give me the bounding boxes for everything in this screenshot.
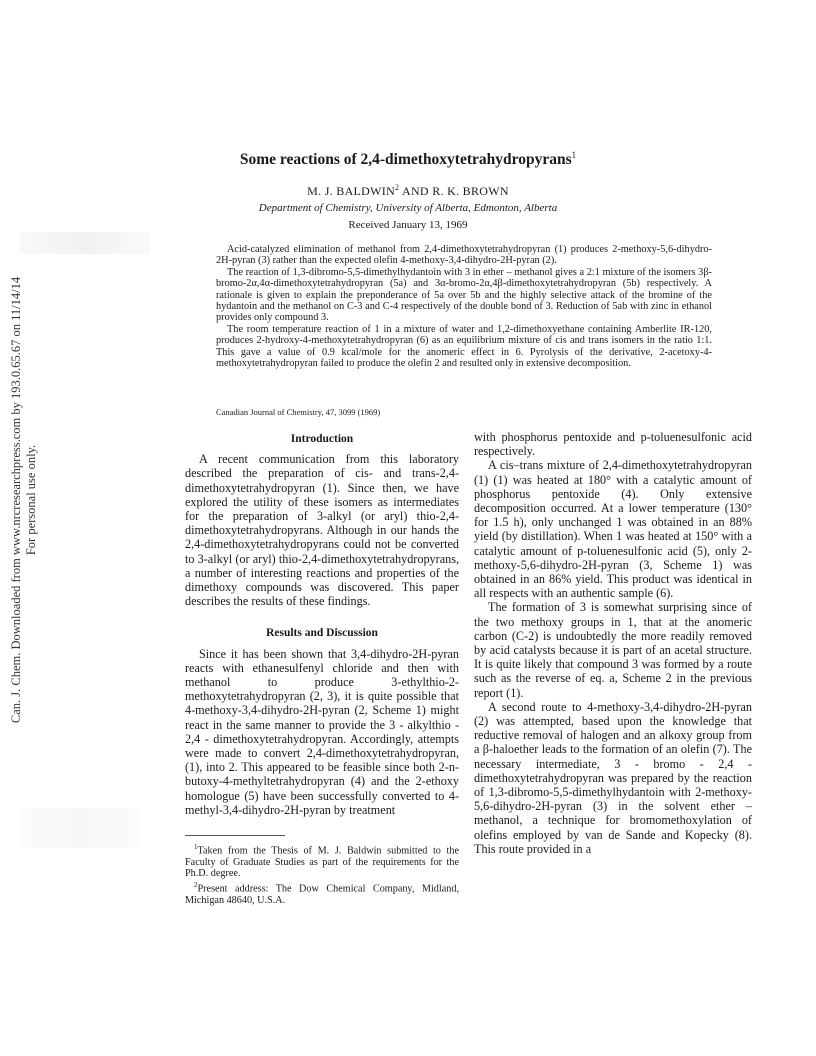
paper-title xyxy=(0,150,816,169)
footnote-2-text: Present address: The Dow Chemical Company, Midland, Michigan 48640, U.S.A. xyxy=(185,883,459,906)
abstract xyxy=(216,244,712,369)
scan-artifact xyxy=(20,808,140,848)
title-text: Some reactions of 2,4-dimethoxytetrahydropyrans xyxy=(239,151,572,169)
body-paragraph: The formation of 3 is somewhat surprising since of the two methoxy groups in 1, that at the anomeric carbon (C-2) is undoubtedly the more readily removed by acid catalysts because it is part of an acetal structure. It is quite likely that compound 3 was formed by a route such as the reverse of eq. a, Scheme 2 in the previous report (1). xyxy=(474,600,752,700)
left-column xyxy=(185,430,459,906)
watermark-line-1: Can. J. Chem. Downloaded from www.nrcresearchpress.com by 193.0.65.67 on 11/14/14 xyxy=(9,276,23,724)
abstract-paragraph: The room temperature reaction of 1 in a mixture of water and 1,2-dimethoxyethane containing Amberlite IR-120, produces 2-hydroxy-4-methoxytetrahydropyran (6) as an equilibrium mixture of cis and trans isomers in the ratio 1:1. This gave a value of 0.9 kcal/mole for the anomeric effect in 6. Pyrolysis of the derivative, 2-acetoxy-4-methoxytetrahydropyran failed to produce the olefin 2 and resulted only in extensive decomposition. xyxy=(216,323,712,370)
footnote-2 xyxy=(185,880,459,906)
abstract-paragraph: Acid-catalyzed elimination of methanol from 2,4-dimethoxytetrahydropyran (1) produces 2-methoxy-5,6-dihydro-2H-pyran (3) rather than the expected olefin 4-methoxy-3,4-dihydro-2H-pyran (2). xyxy=(216,244,712,267)
section-heading-introduction: Introduction xyxy=(290,433,354,445)
affiliation: Department of Chemistry, University of Alberta, Edmonton, Alberta xyxy=(258,202,558,214)
body-paragraph: Since it has been shown that 3,4-dihydro-2H-pyran reacts with ethanesulfenyl chloride and then with methanol to produce 3-ethylthio-2-methoxytetrahydropyran (2, 3), it is quite possible that 4-methoxy-3,4-dihydro-2H-pyran (2, Scheme 1) might react in the same manner to provide the 3 - alkylthio - 2,4 - dimethoxytetrahydropyran. Accordingly, attempts were made to convert 2,4-dimethoxytetrahydropyran, (1), into 2. This appeared to be feasible since both 2-n-butoxy-4-methyltetrahydropyran (4) and the 2-ethoxy homologue (5) have been successfully converted to 4-methyl-3,4-dihydro-2H-pyran by treatment xyxy=(185,646,459,817)
journal-citation: Canadian Journal of Chemistry, 47, 3099 (1969) xyxy=(216,407,381,417)
author-conjunction: AND xyxy=(399,184,433,198)
footnote-1-text: Taken from the Thesis of M. J. Baldwin submitted to the Faculty of Graduate Studies as part of the requirements for the Ph.D. degree. xyxy=(185,845,459,880)
body-paragraph: A recent communication from this laboratory described the preparation of cis- and trans-2,4-dimethoxytetrahydropyran (1). Since then, we have explored the utility of these isomers as intermediates for the preparation of 3-alkyl (or aryl) thio-2,4-dimethoxytetrahydropyrans. Although in our hands the 2,4-dimethoxytetrahydropyrans could not be converted to 3-alkyl (or aryl) thio-2,4-dimethoxytetrahydropyrans, a number of interesting reactions and properties of the dimethoxy compounds was discovered. This paper describes the results of these findings. xyxy=(185,452,459,609)
author-1: M. J. BALDWIN xyxy=(307,184,396,198)
body-paragraph: A second route to 4-methoxy-3,4-dihydro-2H-pyran (2) was attempted, based upon the knowledge that reductive removal of halogen and an alkoxy group from a β-haloether leads to the formation of an olefin (7). The necessary intermediate, 3 - bromo - 2,4 - dimethoxytetrahydropyran was prepared by the reaction of 1,3-dibromo-5,5-dimethylhydantoin with 2-methoxy-5,6-dihydro-2H-pyran (3) in the solvent ether – methanol, a technique for bromomethoxylation of olefins employed by van de Sande and Kopecky (8). This route provided in a xyxy=(474,699,752,856)
author-1-footnote-mark: 2 xyxy=(395,183,400,192)
received-date: Received January 13, 1969 xyxy=(348,219,468,231)
abstract-paragraph: The reaction of 1,3-dibromo-5,5-dimethylhydantoin with 3 in ether – methanol gives a 2:1 mixture of the isomers 3β-bromo-2α,4α-dimethoxytetrahydropyran (5a) and 3α-bromo-2α,4β-dimethoxytetrahydropyran (5b) respectively. A rationale is given to explain the preponderance of 5a over 5b and the highly selective attack of the bromine of the hydantoin and the methanol on C-3 and C-4 respectively of the double bond of 3. Reduction of 5ab with zinc in ethanol provides only compound 3. xyxy=(216,266,712,324)
watermark-line-2: For personal use only. xyxy=(24,444,38,556)
right-column xyxy=(474,430,752,856)
footnotes xyxy=(185,842,459,906)
footnote-2-mark: 2 xyxy=(194,880,198,889)
download-watermark xyxy=(4,250,44,750)
body-paragraph: A cis–trans mixture of 2,4-dimethoxytetrahydropyran (1) (1) was heated at 180° with a catalytic amount of phosphorus pentoxide (4). Only extensive decomposition occurred. At a lower temperature (130° for 1.5 h), only unchanged 1 was obtained in an 88% yield (by distillation). When 1 was heated at 150° with a catalytic amount of p-toluenesulfonic acid (5), only 2-methoxy-5,6-dihydro-2H-pyran (3, Scheme 1) was obtained in an 86% yield. This product was identical in all respects with an authentic sample (6). xyxy=(474,458,752,601)
title-footnote-mark: 1 xyxy=(571,150,577,160)
watermark-text xyxy=(9,277,39,723)
author-line xyxy=(0,183,816,199)
footnote-1-mark: 1 xyxy=(194,843,198,852)
footnote-1 xyxy=(185,842,459,880)
body-paragraph-continued: with phosphorus pentoxide and p-toluenesulfonic acid respectively. xyxy=(474,430,752,459)
footnote-divider xyxy=(185,835,285,836)
section-heading-results: Results and Discussion xyxy=(266,627,378,640)
author-2: R. K. BROWN xyxy=(432,184,509,198)
